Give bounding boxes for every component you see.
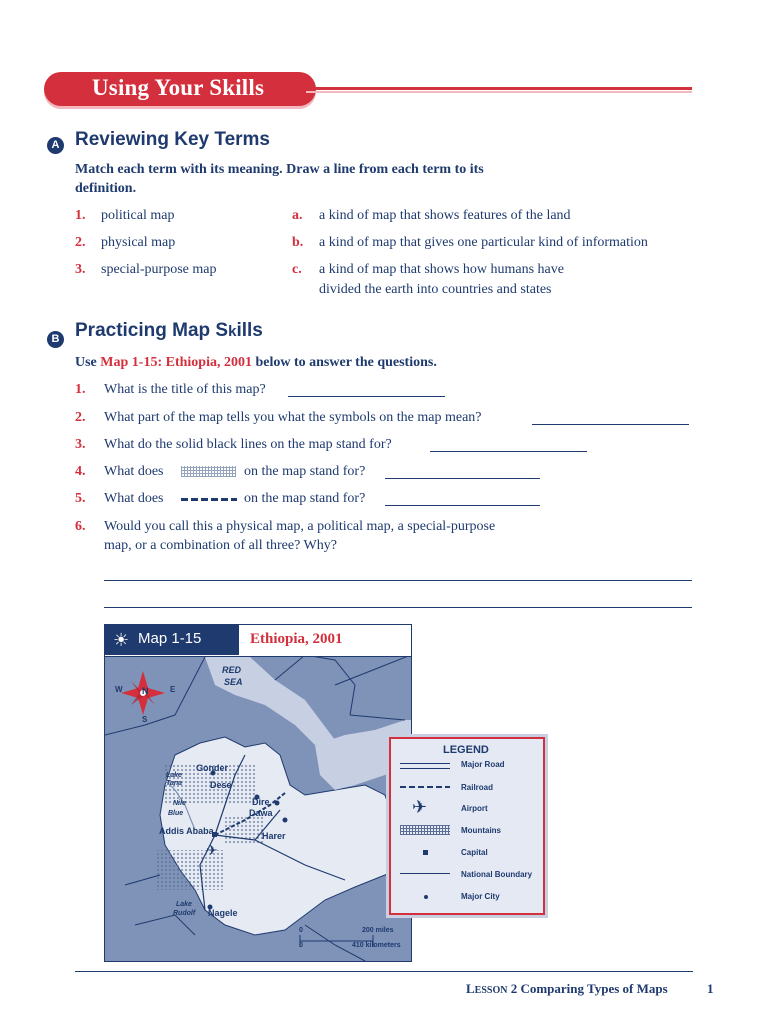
boundary-icon xyxy=(400,873,450,874)
map-title: Ethiopia, 2001 xyxy=(250,631,343,647)
definition-letter: c. xyxy=(292,262,302,277)
definition-c: a kind of map that shows how humans have xyxy=(319,262,564,277)
legend-title: LEGEND xyxy=(443,744,489,756)
question-3-answer-line[interactable] xyxy=(430,451,587,452)
question-number: 4. xyxy=(75,464,86,479)
question-6-answer-line-2[interactable] xyxy=(104,607,692,608)
harer-label: Harer xyxy=(262,831,286,841)
question-6-text-line2: map, or a combination of all three? Why? xyxy=(104,538,337,553)
harer-city-dot xyxy=(283,818,288,823)
red-sea-label-2: SEA xyxy=(224,677,243,687)
term-political-map: political map xyxy=(101,208,175,223)
city-dot-icon xyxy=(424,895,428,899)
section-a-badge: A xyxy=(47,137,64,154)
section-a-heading: Reviewing Key Terms xyxy=(75,129,271,150)
question-4-text-post: on the map stand for? xyxy=(244,464,366,479)
map-reference: Map 1-15: Ethiopia, 2001 xyxy=(100,355,252,370)
compass-w: W xyxy=(115,685,123,694)
definition-letter: a. xyxy=(292,208,303,223)
compass-e: E xyxy=(170,685,176,694)
section-a-instructions-line1: Match each term with its meaning. Draw a line from each term to its xyxy=(75,162,484,177)
compass-n: N xyxy=(142,686,149,696)
lake-tana-label-2: Tana xyxy=(166,780,183,787)
compass-s: S xyxy=(142,715,148,724)
question-3-text: What do the solid black lines on the map stand for? xyxy=(104,437,392,452)
dese-label: Dese xyxy=(210,780,232,790)
banner-rule xyxy=(306,87,692,90)
question-4-answer-line[interactable] xyxy=(385,478,540,479)
term-physical-map: physical map xyxy=(101,235,176,250)
map-label: Map 1-15 xyxy=(138,630,202,647)
banner-rule-shadow xyxy=(306,91,692,93)
question-number: 3. xyxy=(75,437,86,452)
question-number: 1. xyxy=(75,382,86,397)
question-4-text-pre: What does xyxy=(104,464,164,479)
legend-item-major-city: Major City xyxy=(461,892,500,901)
question-number: 2. xyxy=(75,410,86,425)
railroad-dashed-icon xyxy=(181,498,237,501)
gonder-label: Gonder xyxy=(196,763,229,773)
dire-label: Dire xyxy=(252,797,270,807)
footer-lesson-title: LESSON 2 Comparing Types of Maps xyxy=(466,981,668,996)
page-number: 1 xyxy=(707,981,714,996)
question-5-text-pre: What does xyxy=(104,491,164,506)
question-1-text: What is the title of this map? xyxy=(104,382,266,397)
sun-icon: ☀ xyxy=(113,630,130,651)
definition-c-line2: divided the earth into countries and states xyxy=(319,282,552,297)
question-6-text: Would you call this a physical map, a political map, a special-purpose xyxy=(104,519,496,534)
mountains-icon xyxy=(400,825,450,835)
question-2-text: What part of the map tells you what the symbols on the map mean? xyxy=(104,410,482,425)
definition-a: a kind of map that shows features of the land xyxy=(319,208,571,223)
lake-tana-label-1: Lake xyxy=(166,772,182,779)
legend-item-national-boundary: National Boundary xyxy=(461,870,533,879)
section-b-heading: Practicing Map Skills xyxy=(75,320,263,341)
airport-icon: ✈ xyxy=(206,843,218,859)
term-number: 3. xyxy=(75,262,86,277)
lake-rudolf-label-1: Lake xyxy=(176,901,192,908)
section-a-instructions-line2: definition. xyxy=(75,181,137,196)
nile-label: Nile xyxy=(173,800,186,807)
capital-icon xyxy=(423,850,428,855)
blue-label: Blue xyxy=(168,810,184,817)
dawa-label: Dawa xyxy=(249,808,273,818)
scale-km: 410 kilometers xyxy=(352,942,401,949)
legend-item-airport: Airport xyxy=(461,804,488,813)
term-number: 2. xyxy=(75,235,86,250)
addis-ababa-label: Addis Ababa xyxy=(159,826,214,836)
railroad-icon xyxy=(400,786,450,788)
question-2-answer-line[interactable] xyxy=(532,424,689,425)
nagele-label: Nagele xyxy=(208,908,238,918)
major-road-icon xyxy=(400,763,450,769)
question-number: 6. xyxy=(75,519,86,534)
legend-item-railroad: Railroad xyxy=(461,783,494,792)
question-5-text-post: on the map stand for? xyxy=(244,491,366,506)
lake-rudolf-label-2: Rudolf xyxy=(173,910,196,917)
question-6-answer-line-1[interactable] xyxy=(104,580,692,581)
banner-title: Using Your Skills xyxy=(92,75,265,100)
map-graphic xyxy=(105,625,411,961)
definition-b: a kind of map that gives one particular kind of information xyxy=(319,235,648,250)
term-special-purpose-map: special-purpose map xyxy=(101,262,217,277)
dire-dawa-city-dot xyxy=(275,801,280,806)
red-sea-label-1: RED xyxy=(222,665,242,675)
scale-miles: 200 miles xyxy=(362,927,394,934)
section-b-intro: Use Map 1-15: Ethiopia, 2001 below to answer the questions. xyxy=(75,355,437,370)
legend-item-major-road: Major Road xyxy=(461,760,505,769)
scale-zero-top: 0 xyxy=(299,927,303,934)
legend-item-capital: Capital xyxy=(461,848,488,857)
question-number: 5. xyxy=(75,491,86,506)
section-b-badge: B xyxy=(47,331,64,348)
question-5-answer-line[interactable] xyxy=(385,505,540,506)
legend-item-mountains: Mountains xyxy=(461,826,501,835)
airplane-icon: ✈ xyxy=(412,797,428,818)
question-1-answer-line[interactable] xyxy=(288,396,445,397)
mountains-pattern-icon xyxy=(181,466,236,477)
term-number: 1. xyxy=(75,208,86,223)
definition-letter: b. xyxy=(292,235,304,250)
ethiopia-map xyxy=(104,624,412,962)
footer-rule xyxy=(75,971,693,972)
scale-zero-bottom: 0 xyxy=(299,942,303,949)
